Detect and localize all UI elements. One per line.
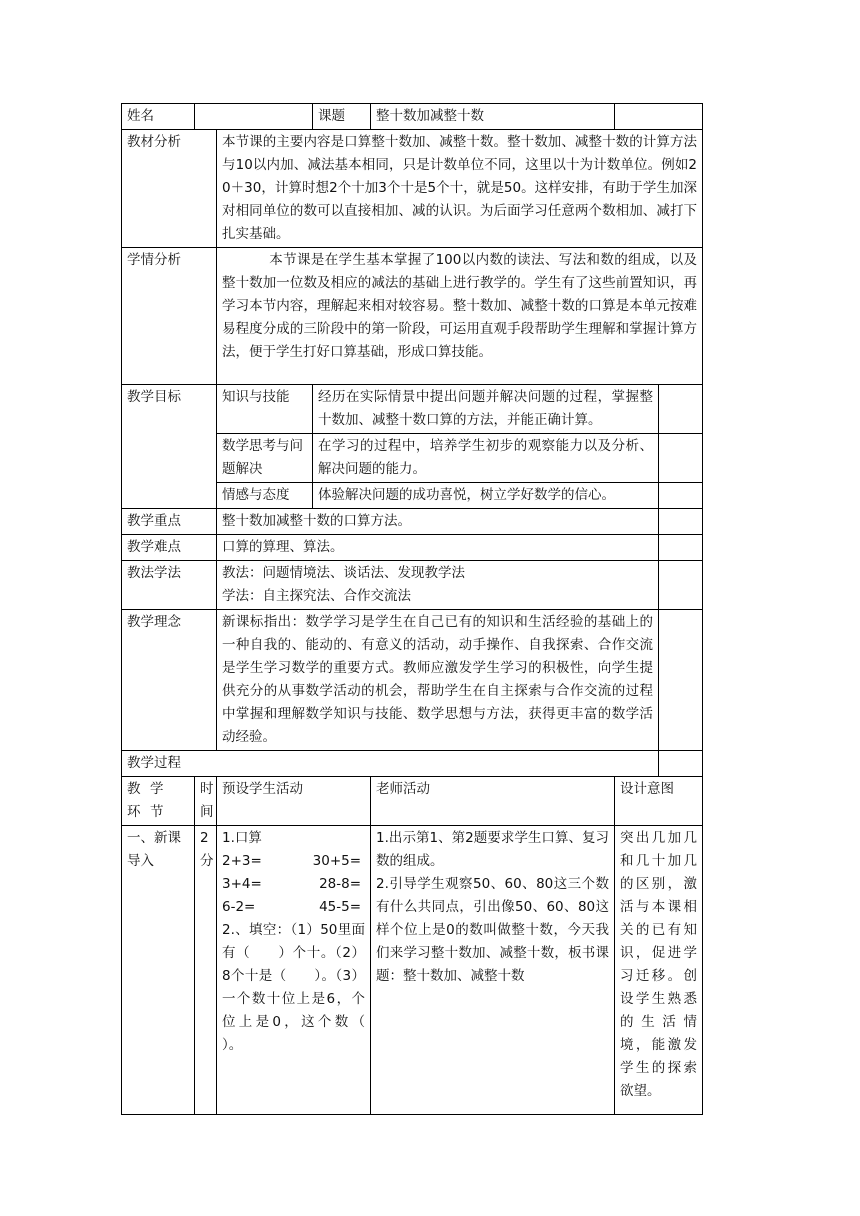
column-design-intent: 设计意图 bbox=[615, 777, 703, 826]
topic-value: 整十数加减整十数 bbox=[371, 104, 615, 130]
oral-calc-item: 45-5= bbox=[319, 899, 362, 915]
name-label: 姓名 bbox=[122, 104, 195, 130]
oral-calc-item: 6-2= bbox=[222, 899, 256, 915]
key-point-row bbox=[122, 509, 703, 535]
students-label: 学情分析 bbox=[122, 248, 217, 385]
goals-label: 教学目标 bbox=[122, 385, 217, 509]
student-activity-cell bbox=[217, 826, 393, 1115]
philosophy-label: 教学理念 bbox=[122, 610, 217, 751]
material-row bbox=[122, 130, 703, 248]
difficulty-label: 教学难点 bbox=[122, 535, 217, 561]
design-intent-cell: 突出几加几和几十加几的区别，激活与本课相关的已有知识，促进学习迁移。创设学生熟悉的生活情境，能激发学生的探索欲望。 bbox=[615, 826, 703, 1115]
goal-name-2: 数学思考与问题解决 bbox=[217, 434, 313, 483]
methods-blank bbox=[659, 561, 703, 610]
oral-calc-line-2 bbox=[222, 873, 365, 896]
oral-calc-item: 2+3= bbox=[222, 853, 262, 869]
fill-in-blanks: 2.、填空：（1）50里面有（ ）个十。（2）8个十是（ ）。（3）一个数十位上是6，个位上是0，这个数（ ）。 bbox=[222, 922, 393, 1053]
philosophy-text: 新课标指出：数学学习是学生在自己已有的知识和生活经验的基础上的一种自我的、能动的、有意义的活动，动手操作、自我探索、合作交流是学生学习数学的重要方式。教师应激发学生学习的积极性，向学生提供充分的从事数学活动的机会，帮助学生在自主探索与合作交流的过程中掌握和理解数学知识与技能、数学思想与方法，获得更丰富的数学活动经验。 bbox=[217, 610, 659, 751]
learning-method: 学法：自主探究法、合作交流法 bbox=[222, 588, 411, 604]
name-value bbox=[195, 104, 313, 130]
teacher-step-1: 1.出示第1、第2题要求学生口算、复习数的组成。 bbox=[376, 830, 610, 869]
methods-label: 教法学法 bbox=[122, 561, 217, 610]
methods-text bbox=[217, 561, 659, 610]
topic-label: 课题 bbox=[313, 104, 371, 130]
teaching-method: 教法：问题情境法、谈话法、发现教学法 bbox=[222, 565, 465, 581]
goal-text-2: 在学习的过程中，培养学生初步的观察能力以及分析、解决问题的能力。 bbox=[313, 434, 659, 483]
teacher-step-2: 2.引导学生观察50、60、80这三个数有什么共同点，引出像50、60、80这样个位上是0的数叫做整十数，今天我们来学习整十数加、减整十数，板书课题：整十数加、减整十数 bbox=[376, 876, 610, 984]
goal-row-1 bbox=[122, 385, 703, 434]
students-row bbox=[122, 248, 703, 385]
material-text: 本节课的主要内容是口算整十数加、减整十数。整十数加、减整十数的计算方法与10以内加、减法基本相同，只是计数单位不同，这里以十为计数单位。例如20＋30，计算时想2个十加3个十是5个十，就是50。这样安排，有助于学生加深对相同单位的数可以直接相加、减的认识。为后面学习任意两个数相加、减打下扎实基础。 bbox=[217, 130, 703, 248]
process-title-blank bbox=[659, 751, 703, 777]
oral-calc-item: 30+5= bbox=[312, 853, 362, 869]
process-row-intro bbox=[122, 826, 703, 1115]
goal-text-3: 体验解决问题的成功喜悦，树立学好数学的信心。 bbox=[313, 483, 659, 509]
key-point-text: 整十数加减整十数的口算方法。 bbox=[217, 509, 659, 535]
goal-text-1: 经历在实际情景中提出问题并解决问题的过程，掌握整十数加、减整十数口算的方法，并能正确计算。 bbox=[313, 385, 659, 434]
methods-row bbox=[122, 561, 703, 610]
header-blank-cell bbox=[615, 104, 703, 130]
teacher-activity-cell bbox=[371, 826, 615, 1115]
oral-calc-title: 1.口算 bbox=[222, 830, 262, 846]
lesson-plan-table bbox=[121, 103, 703, 1115]
goal-name-1: 知识与技能 bbox=[217, 385, 313, 434]
philosophy-row bbox=[122, 610, 703, 751]
time-cell: 2分 bbox=[195, 826, 217, 1115]
goal-blank-2 bbox=[659, 434, 703, 483]
key-point-blank bbox=[659, 509, 703, 535]
goal-blank-3 bbox=[659, 483, 703, 509]
oral-calc-line-3 bbox=[222, 896, 365, 919]
key-point-label: 教学重点 bbox=[122, 509, 217, 535]
stage-cell: 一、新课导入 bbox=[122, 826, 195, 1115]
oral-calc-item: 3+4= bbox=[222, 876, 262, 892]
header-row bbox=[122, 104, 703, 130]
material-label: 教材分析 bbox=[122, 130, 217, 248]
oral-calc-item: 28-8= bbox=[319, 876, 362, 892]
column-time: 时间 bbox=[195, 777, 217, 826]
goal-blank-1 bbox=[659, 385, 703, 434]
column-student-activity: 预设学生活动 bbox=[217, 777, 371, 826]
process-title: 教学过程 bbox=[122, 751, 659, 777]
philosophy-blank bbox=[659, 610, 703, 751]
oral-calc-line-1 bbox=[222, 850, 365, 873]
difficulty-text: 口算的算理、算法。 bbox=[217, 535, 659, 561]
difficulty-blank bbox=[659, 535, 703, 561]
column-teacher-activity: 老师活动 bbox=[371, 777, 615, 826]
goal-name-3: 情感与态度 bbox=[217, 483, 313, 509]
difficulty-row bbox=[122, 535, 703, 561]
process-header-row bbox=[122, 777, 703, 826]
column-stage: 教学环节 bbox=[122, 777, 195, 826]
process-title-row bbox=[122, 751, 703, 777]
students-text: 本节课是在学生基本掌握了100以内数的读法、写法和数的组成，以及整十数加一位数及相应的减法的基础上进行教学的。学生有了这些前置知识，再学习本节内容，理解起来相对较容易。整十数加、减整十数的口算是本单元按难易程度分成的三阶段中的第一阶段，可运用直观手段帮助学生理解和掌握计算方法，便于学生打好口算基础，形成口算技能。 bbox=[217, 248, 703, 385]
